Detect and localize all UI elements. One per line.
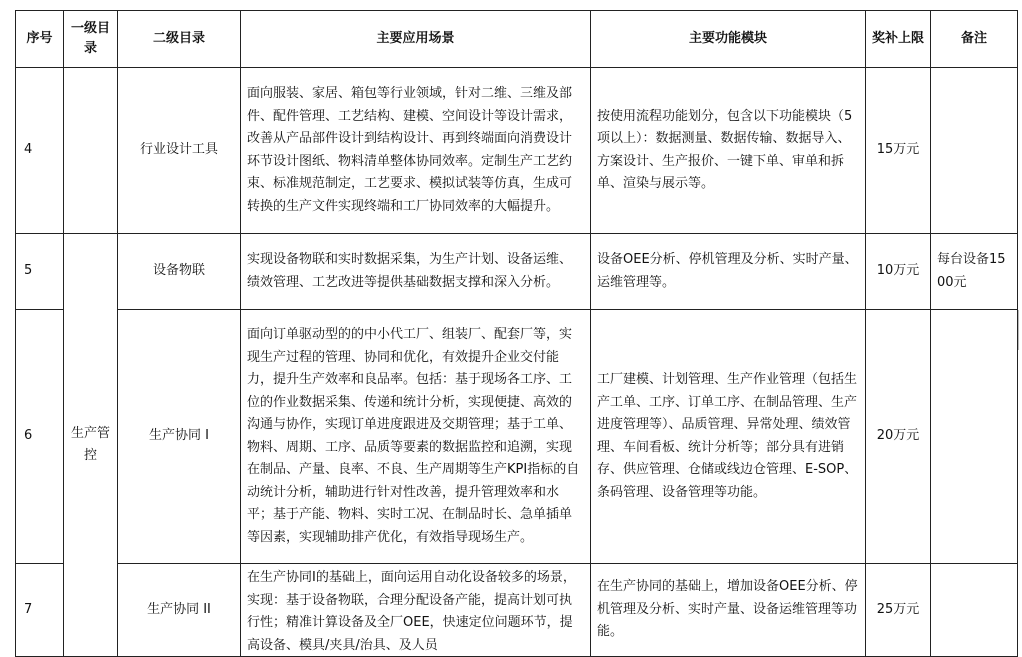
row-scene [241, 564, 591, 657]
catalog-table [15, 10, 1018, 657]
row-note [931, 564, 1018, 657]
table-header-row [16, 11, 1018, 68]
row-level2: 行业设计工具 [118, 68, 241, 234]
page-edge-marker [1018, 310, 1022, 350]
table-row [16, 234, 1018, 310]
header-level2: 二级目录 [118, 11, 241, 68]
row-level1-merged: 生产管控 [64, 234, 118, 657]
header-subsidy: 奖补上限 [866, 11, 931, 68]
header-level1: 一级目录 [64, 11, 118, 68]
row-no: 4 [16, 68, 64, 234]
header-note: 备注 [931, 11, 1018, 68]
row-subsidy: 10万元 [866, 234, 931, 310]
row-note: 每台设备1500元 [931, 234, 1018, 310]
row-level2: 生产协同 II [118, 564, 241, 657]
table-row [16, 310, 1018, 564]
row-level2: 设备物联 [118, 234, 241, 310]
header-scene: 主要应用场景 [241, 11, 591, 68]
row-scene-text: 在生产协同I的基础上，面向运用自动化设备较多的场景，实现：基于设备物联，合理分配设备产能，提高计划可执行性；精准计算设备及全厂OEE，快速定位问题环节，提高设备、模具/夹具/治具、及人员 [247, 570, 576, 653]
row-level1 [64, 68, 118, 234]
row-scene: 面向订单驱动型的的中小代工厂、组装厂、配套厂等，实现生产过程的管理、协同和优化，有效提升企业交付能力，提升生产效率和良品率。包括：基于现场各工序、工位的作业数据采集、传递和统计分析，实现便捷、高效的沟通与协作，实现订单进度跟进及交期管理；基于工单、物料、周期、工序、品质等要素的数据监控和追溯，实现在制品、产量、良率、不良、生产周期等生产KPI指标的自动统计分析，辅助进行针对性改善，提升管理效率和水平；基于产能、物料、实时工况、在制品时长、急单插单等因素，实现辅助排产优化，有效指导现场生产。 [241, 310, 591, 564]
row-no: 7 [16, 564, 64, 657]
row-subsidy: 25万元 [866, 564, 931, 657]
row-scene: 实现设备物联和实时数据采集，为生产计划、设备运维、绩效管理、工艺改进等提供基础数据支撑和深入分析。 [241, 234, 591, 310]
row-modules: 设备OEE分析、停机管理及分析、实时产量、运维管理等。 [591, 234, 866, 310]
row-note [931, 310, 1018, 564]
row-modules: 按使用流程功能划分，包含以下功能模块（5项以上）：数据测量、数据传输、数据导入、方案设计、生产报价、一键下单、审单和拆单、渲染与展示等。 [591, 68, 866, 234]
table-row [16, 564, 1018, 657]
row-modules: 在生产协同的基础上，增加设备OEE分析、停机管理及分析、实时产量、设备运维管理等功能。 [591, 564, 866, 657]
header-modules: 主要功能模块 [591, 11, 866, 68]
row-note [931, 68, 1018, 234]
row-level2: 生产协同 I [118, 310, 241, 564]
row-no: 6 [16, 310, 64, 564]
row-subsidy: 15万元 [866, 68, 931, 234]
row-modules: 工厂建模、计划管理、生产作业管理（包括生产工单、工序、订单工序、在制品管理、生产进度管理等）、品质管理、异常处理、绩效管理、车间看板、统计分析等；部分具有进销存、供应管理、仓储或线边仓管理、E-SOP、条码管理、设备管理等功能。 [591, 310, 866, 564]
table-row [16, 68, 1018, 234]
row-no: 5 [16, 234, 64, 310]
row-subsidy: 20万元 [866, 310, 931, 564]
header-no: 序号 [16, 11, 64, 68]
row-scene: 面向服装、家居、箱包等行业领域，针对二维、三维及部件、配件管理、工艺结构、建模、空间设计等设计需求，改善从产品部件设计到结构设计、再到终端面向消费设计环节设计图纸、物料清单整体协同效率。定制生产工艺约束、标准规范制定，工艺要求、模拟试装等仿真，生成可转换的生产文件实现终端和工厂协同效率的大幅提升。 [241, 68, 591, 234]
